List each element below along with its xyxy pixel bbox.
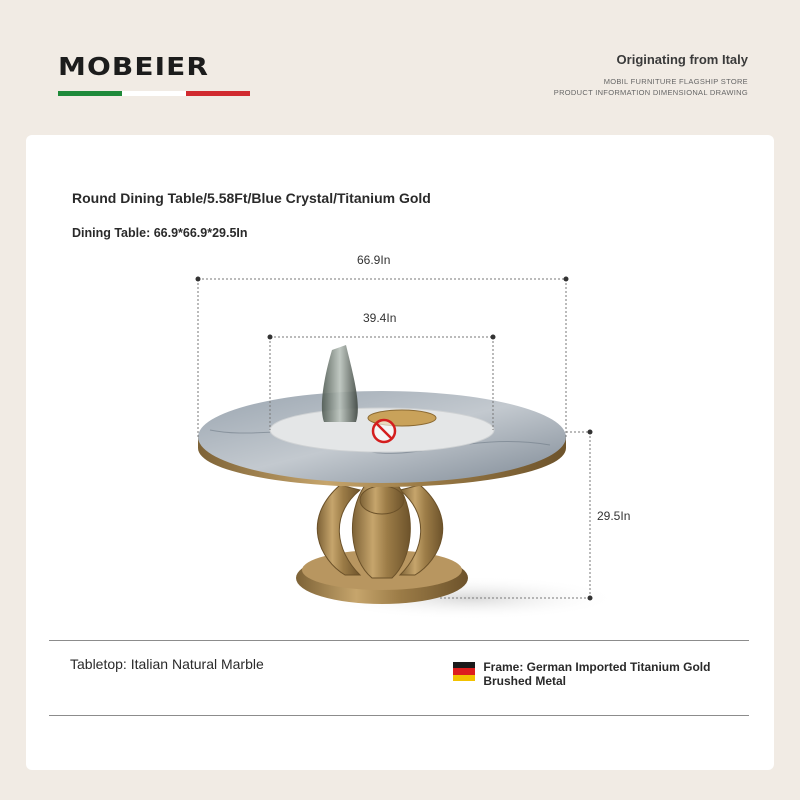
origin-subtitle-line-2: PRODUCT INFORMATION DIMENSIONAL DRAWING	[553, 88, 748, 97]
lazy-susan-label: 39.4In	[363, 311, 397, 325]
width-label: 66.9In	[357, 253, 391, 267]
frame-spec	[453, 660, 733, 688]
no-entry-icon	[373, 420, 395, 442]
product-title: Round Dining Table/5.58Ft/Blue Crystal/Titanium Gold	[72, 190, 431, 206]
origin-subtitle-line-1: MOBIL FURNITURE FLAGSHIP STORE	[603, 77, 748, 86]
decor-vase	[322, 345, 358, 422]
divider-top	[49, 640, 749, 641]
germany-flag-icon	[453, 662, 475, 681]
tabletop-spec: Tabletop: Italian Natural Marble	[70, 656, 264, 672]
product-dimensions: Dining Table: 66.9*66.9*29.5In	[72, 226, 248, 240]
table-pedestal	[317, 485, 442, 578]
height-label: 29.5In	[597, 509, 631, 523]
origin-title: Originating from Italy	[616, 52, 748, 67]
frame-spec-text: Frame: German Imported Titanium Gold Brushed Metal	[483, 660, 711, 688]
brand-name: MOBEIER	[58, 52, 210, 81]
divider-bottom	[49, 715, 749, 716]
